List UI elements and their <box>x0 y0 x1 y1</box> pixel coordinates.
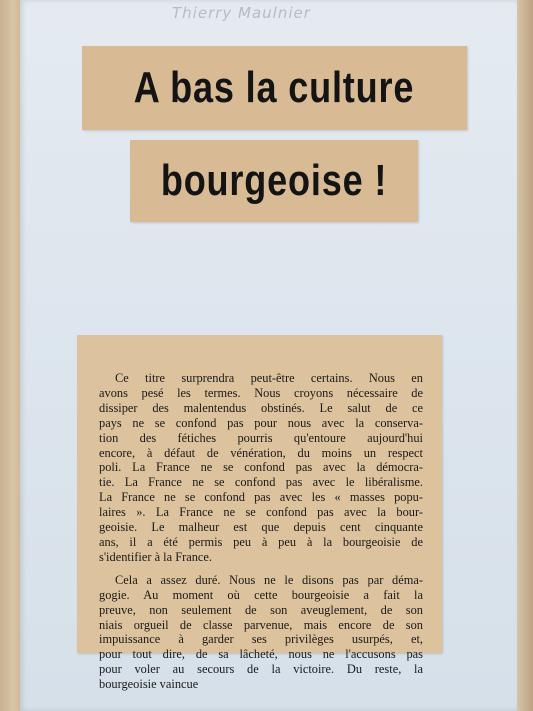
article-line: encore, à défaut de vénération, du moins un respect <box>99 445 423 460</box>
binder-edge-right <box>517 0 533 711</box>
article-body <box>99 371 423 700</box>
article-line: niais orgueil de classe parvenue, mais encore de son <box>99 617 423 632</box>
article-line: gogie. Au moment où cette bourgeoisie a fait la <box>99 587 423 602</box>
binder-edge-left <box>0 0 22 711</box>
headline-clipping-1 <box>82 46 467 130</box>
article-line: bourgeoisie vaincue <box>99 677 199 692</box>
headline-line-1: A bas la culture <box>134 63 415 112</box>
article-line: La France ne se confond pas avec les « masses popu- <box>99 490 423 505</box>
article-line: ans, il a été permis peu à peu à la bourgeoisie de <box>99 534 423 549</box>
article-paragraph <box>99 573 423 692</box>
article-line: pour voler au secours de la victoire. Du reste, la <box>99 662 423 677</box>
article-line: pays ne se confond pas pour nous avec la conserva- <box>99 415 423 430</box>
article-line: poli. La France ne se confond pas avec la démocra- <box>99 460 423 475</box>
article-line: laires ». La France ne se confond pas avec la bour- <box>99 505 423 520</box>
article-line: tion des fétiches pourris qu'entoure aujourd'hui <box>99 430 423 445</box>
article-line: s'identifier à la France. <box>99 549 213 564</box>
article-line: avons pesé les termes. Nous croyons nécessaire de <box>99 385 423 400</box>
article-line: geoisie. Le malheur est que depuis cent cinquante <box>99 520 423 535</box>
article-paragraph <box>99 371 423 565</box>
article-line: pour tout dire, de sa lâcheté, nous ne l'accusons pas <box>99 647 423 662</box>
headline-line-2: bourgeoise ! <box>160 156 388 205</box>
article-line: tie. La France ne se confond pas avec le libéralisme. <box>99 475 423 490</box>
article-line: Ce titre surprendra peut-être certains. Nous en <box>115 371 423 385</box>
article-line: Cela a assez duré. Nous ne le disons pas par déma- <box>115 572 423 587</box>
article-clipping <box>77 335 442 692</box>
article-line: impuissance à garder ses privilèges usurpés, et, <box>99 632 423 647</box>
headline-clipping-2 <box>130 140 418 222</box>
pencil-annotation: Thierry Maulnier <box>172 4 311 22</box>
article-line: dissiper des malentendus obstinés. Le salut de ce <box>99 400 423 415</box>
article-line: preuve, non seulement de son aveuglement, de son <box>99 602 423 617</box>
